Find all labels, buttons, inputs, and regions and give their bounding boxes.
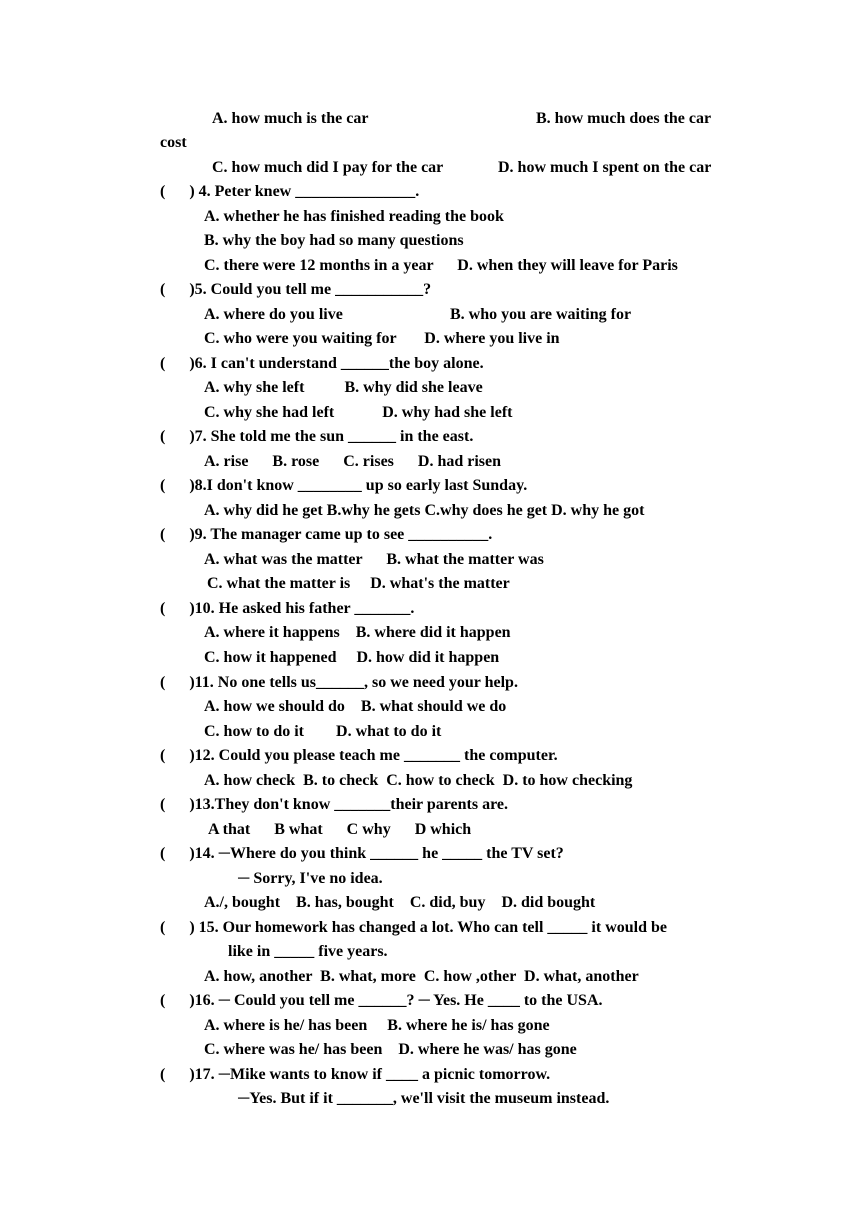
question-line: ( ) 15. Our homework has changed a lot. Who can tell _____ it would be xyxy=(160,919,667,936)
option-line: cost xyxy=(160,134,187,151)
option-line: A. rise B. rose C. rises D. had risen xyxy=(204,453,502,470)
question-line: ( )12. Could you please teach me _______ the computer. xyxy=(160,747,558,764)
option-line: C. how it happened D. how did it happen xyxy=(204,649,500,666)
option-line: A./, bought B. has, bought C. did, buy D. did bought xyxy=(204,894,596,911)
option-line: A. why she left B. why did she leave xyxy=(204,379,483,396)
option-line: C. who were you waiting for D. where you live in xyxy=(204,330,560,347)
option-line: B. who you are waiting for xyxy=(450,306,632,323)
question-continuation: like in _____ five years. xyxy=(228,943,388,960)
option-line: A. what was the matter B. what the matter was xyxy=(204,551,544,568)
question-line: ( )13.They don't know _______their parents are. xyxy=(160,796,509,813)
option-line: A. where do you live xyxy=(204,306,343,323)
question-line: ( )17. ─Mike wants to know if ____ a picnic tomorrow. xyxy=(160,1066,551,1083)
option-line: B. why the boy had so many questions xyxy=(204,232,464,249)
option-line: A. where it happens B. where did it happen xyxy=(204,624,511,641)
question-line: ( )14. ─Where do you think ______ he _____ the TV set? xyxy=(160,845,564,862)
option-line: A. where is he/ has been B. where he is/ has gone xyxy=(204,1017,550,1034)
option-line: B. how much does the car xyxy=(536,110,712,127)
option-line: A. how much is the car xyxy=(212,110,369,127)
dialogue-line: ─Yes. But if it _______, we'll visit the museum instead. xyxy=(238,1090,610,1107)
question-line: ( )7. She told me the sun ______ in the east. xyxy=(160,428,474,445)
option-line: C. why she had left D. why had she left xyxy=(204,404,513,421)
option-line: A. whether he has finished reading the book xyxy=(204,208,504,225)
option-line: C. there were 12 months in a year D. when they will leave for Paris xyxy=(204,257,678,274)
question-line: ( )8.I don't know ________ up so early last Sunday. xyxy=(160,477,528,494)
option-line: C. what the matter is D. what's the matter xyxy=(207,575,510,592)
option-line: A. why did he get B.why he gets C.why does he get D. why he got xyxy=(204,502,645,519)
question-line: ( )16. ─ Could you tell me ______? ─ Yes. He ____ to the USA. xyxy=(160,992,603,1009)
option-line: C. how much did I pay for the car xyxy=(212,159,444,176)
question-line: ( )6. I can't understand ______the boy alone. xyxy=(160,355,484,372)
option-line: C. how to do it D. what to do it xyxy=(204,723,442,740)
dialogue-line: ─ Sorry, I've no idea. xyxy=(238,870,383,887)
question-line: ( ) 4. Peter knew _______________. xyxy=(160,183,420,200)
question-line: ( )9. The manager came up to see __________. xyxy=(160,526,493,543)
question-line: ( )10. He asked his father _______. xyxy=(160,600,415,617)
option-line: D. how much I spent on the car xyxy=(498,159,712,176)
question-line: ( )11. No one tells us______, so we need your help. xyxy=(160,674,518,691)
option-line: C. where was he/ has been D. where he was/ has gone xyxy=(204,1041,577,1058)
question-line: ( )5. Could you tell me ___________? xyxy=(160,281,432,298)
option-line: A. how check B. to check C. how to check D. to how checking xyxy=(204,772,633,789)
option-line: A that B what C why D which xyxy=(208,821,472,838)
option-line: A. how we should do B. what should we do xyxy=(204,698,507,715)
option-line: A. how, another B. what, more C. how ,other D. what, another xyxy=(204,968,639,985)
